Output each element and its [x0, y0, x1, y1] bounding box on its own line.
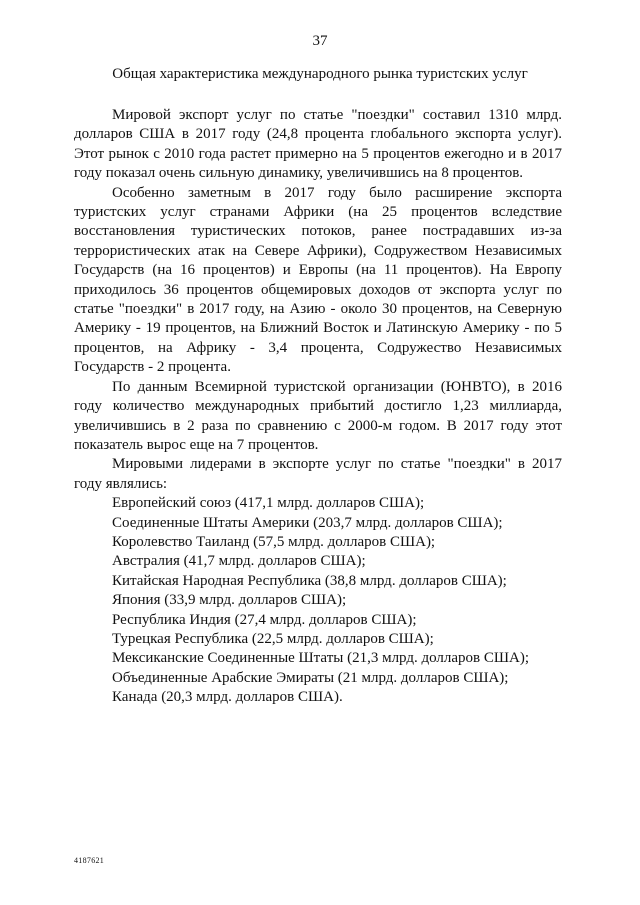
document-code: 4187621: [74, 856, 105, 865]
body-text: [74, 106, 562, 708]
paragraph-regional-growth: Особенно заметным в 2017 году было расширение экспорта туристских услуг странами Африки (на 25 процентов вследствие восстановления туристических потоков, ранее пострадавших из-за террористических атак на Севере Африки), Содружеством Независимых Государств (на 16 процентов) и Европы (на 11 процентов). На Европу приходилось 36 процентов общемировых доходов от экспорта услуг по статье "поездки" в 2017 году, на Азию - около 30 процентов, на Северную Америку - 19 процентов, на Ближний Восток и Латинскую Америку - по 5 процентов, на Африку - 3,4 процента, Содружество Независимых Государств - 2 процента.: [74, 184, 562, 376]
page-number: 37: [312, 33, 328, 49]
list-item: Австралия (41,7 млрд. долларов США);: [112, 553, 366, 570]
leaders-list: [74, 494, 562, 707]
section-title: Общая характеристика международного рынка туристских услуг: [112, 66, 528, 82]
paragraph-unwto-data: По данным Всемирной туристской организации (ЮНВТО), в 2016 году количество международных прибытий достигло 1,23 миллиарда, увеличившись в 2 раза по сравнению с 2000-м годом. В 2017 году этот показатель вырос еще на 7 процентов.: [74, 378, 562, 453]
list-item: Королевство Таиланд (57,5 млрд. долларов США);: [112, 533, 436, 550]
list-item: Объединенные Арабские Эмираты (21 млрд. долларов США);: [112, 669, 509, 686]
list-item: Республика Индия (27,4 млрд. долларов США);: [112, 611, 417, 628]
list-item: Соединенные Штаты Америки (203,7 млрд. долларов США);: [112, 514, 503, 531]
list-item: Япония (33,9 млрд. долларов США);: [112, 592, 347, 609]
list-item: Канада (20,3 млрд. долларов США).: [112, 689, 343, 706]
list-item: Европейский союз (417,1 млрд. долларов США);: [112, 495, 425, 512]
list-item: Турецкая Республика (22,5 млрд. долларов США);: [112, 630, 434, 647]
list-item: Мексиканские Соединенные Штаты (21,3 млрд. долларов США);: [112, 650, 530, 667]
paragraph-export-overview: Мировой экспорт услуг по статье "поездки" составил 1310 млрд. долларов США в 2017 году (24,8 процента глобального экспорта услуг). Этот рынок с 2010 года растет примерно на 5 процентов ежегодно и в 2017 году показал очень сильную динамику, увеличившись на 8 процентов.: [74, 107, 562, 182]
paragraph-leaders-intro: Мировыми лидерами в экспорте услуг по статье "поездки" в 2017 году являлись:: [74, 456, 562, 492]
list-item: Китайская Народная Республика (38,8 млрд. долларов США);: [112, 572, 507, 589]
